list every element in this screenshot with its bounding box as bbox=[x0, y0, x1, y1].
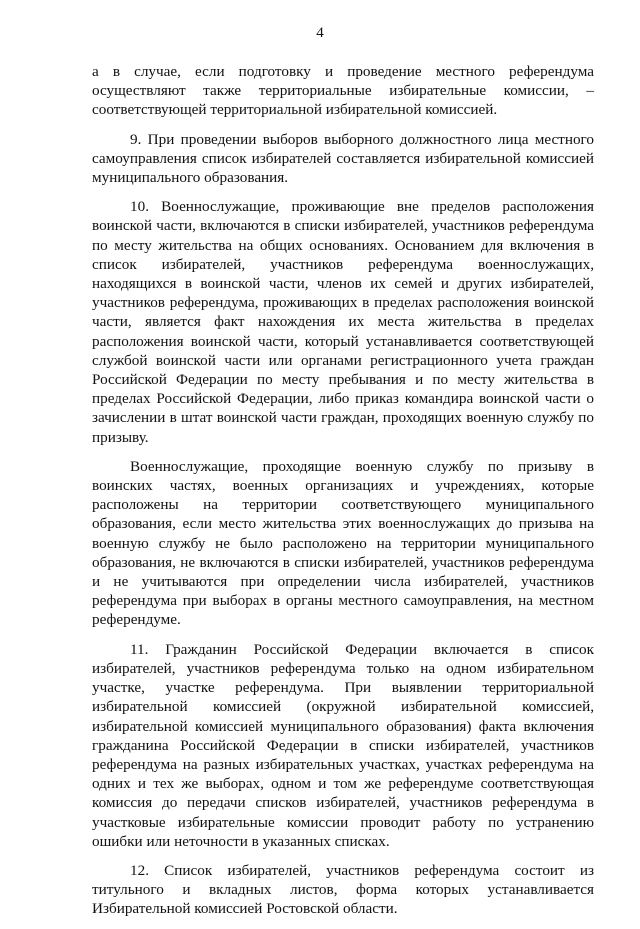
paragraph-item-9: 9. При проведении выборов выборного должностного лица местного самоуправления список избирателей составляется избирательной комиссией муниципального образования. bbox=[92, 130, 594, 187]
paragraph-item-11: 11. Гражданин Российской Федерации включается в список избирателей, участников референдума только на одном избирательном участке, участке референдума. При выявлении территориальной избирательной комиссией (окружной избирательной комиссией, избирательной комиссией муниципального образования) факта включения гражданина Российской Федерации в списки избирателей, участников референдума на разных избирательных участках, участках референдума на одних и тех же выборах, одном и том же референдуме соответствующая комиссия до передачи списков избирателей, участников референдума в участковые избирательные комиссии проводит работу по устранению ошибки или неточности в указанных списках. bbox=[92, 640, 594, 850]
paragraph-item-10: 10. Военнослужащие, проживающие вне пределов расположения воинской части, включаются в списки избирателей, участников референдума по месту жительства на общих основаниях. Основанием для включения в список избирателей, участников референдума военнослужащих, находящихся в воинской части, членов их семей и других избирателей, участников референдума, проживающих в пределах расположения воинской части, является факт нахождения их места жительства в пределах расположения воинской части, который устанавливается соответствующей службой воинской части или органами регистрационного учета граждан Российской Федерации по месту пребывания и по месту жительства в пределах Российской Федерации, либо приказ командира воинской части о зачислении в штат воинской части граждан, проходящих военную службу по призыву. bbox=[92, 198, 594, 446]
paragraph-item-12: 12. Список избирателей, участников референдума состоит из титульного и вкладных листов, форма которых устанавливается Избирательной комиссией Ростовской области. bbox=[92, 861, 594, 918]
paragraph-conscripts: Военнослужащие, проходящие военную службу по призыву в воинских частях, военных организациях и учреждениях, которые расположены на территории соответствующего муниципального образования, если место жительства этих военнослужащих до призыва на военную службу не было расположено на территории муниципального образования, не включаются в списки избирателей, участников референдума и не учитываются при определении числа избирателей, участников референдума при выборах в органы местного самоуправления, на местном референдуме. bbox=[92, 457, 594, 629]
page-number: 4 bbox=[316, 25, 324, 41]
paragraph-continuation: а в случае, если подготовку и проведение местного референдума осуществляют также территориальные избирательные комиссии, – соответствующей территориальной избирательной комиссией. bbox=[92, 63, 594, 119]
document-body bbox=[92, 62, 594, 929]
